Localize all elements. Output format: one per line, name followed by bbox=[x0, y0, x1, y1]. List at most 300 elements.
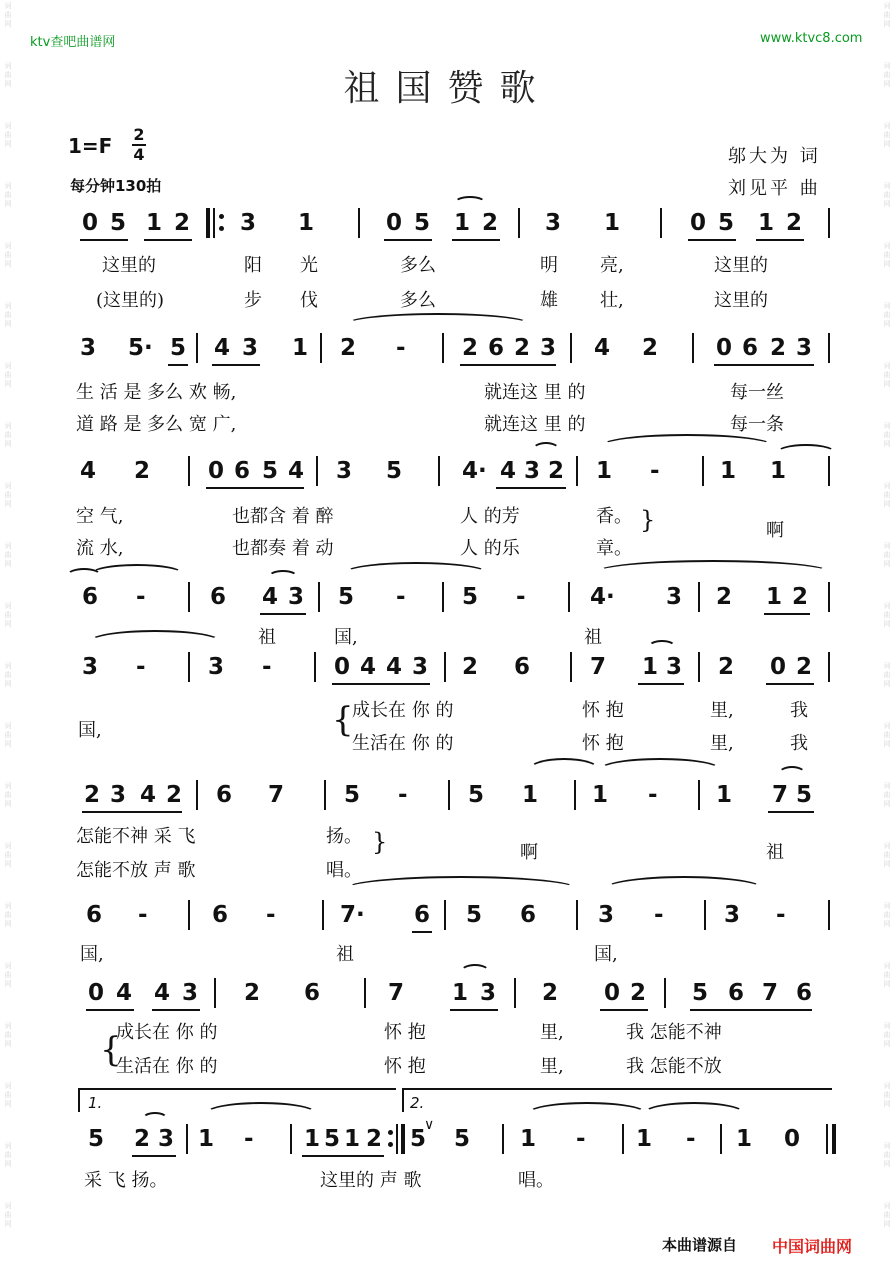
beam bbox=[144, 239, 192, 241]
barline bbox=[828, 900, 830, 930]
side-watermark: 词曲网 bbox=[4, 122, 12, 148]
barline bbox=[444, 900, 446, 930]
side-watermark: 词曲网 bbox=[883, 782, 891, 808]
note: 1 bbox=[146, 210, 163, 236]
note: 1 bbox=[344, 1126, 361, 1152]
note: 6 bbox=[234, 458, 251, 484]
note: 7 bbox=[772, 782, 789, 808]
note: 1 bbox=[454, 210, 471, 236]
slur bbox=[778, 766, 806, 782]
barline bbox=[396, 1124, 398, 1154]
note: 3 bbox=[666, 584, 683, 610]
beam bbox=[714, 364, 814, 366]
score-row-5 bbox=[0, 652, 895, 706]
composer-credit: 刘见平 曲 bbox=[728, 178, 821, 199]
note: 4 bbox=[262, 584, 279, 610]
side-watermark: 词曲网 bbox=[4, 722, 12, 748]
note: 1 bbox=[770, 458, 787, 484]
note: 0 bbox=[386, 210, 403, 236]
note: 3 bbox=[336, 458, 353, 484]
note: 5 bbox=[324, 1126, 341, 1152]
note: 6 bbox=[86, 902, 103, 928]
note: 2 bbox=[548, 458, 565, 484]
lyric-ah: 啊 bbox=[520, 842, 538, 863]
side-watermark: 词曲网 bbox=[4, 902, 12, 928]
beam bbox=[600, 1009, 648, 1011]
side-watermark: 词曲网 bbox=[883, 1082, 891, 1108]
lyric: 祖 bbox=[336, 944, 354, 965]
note: 2 bbox=[514, 335, 531, 361]
note: 5 bbox=[410, 1126, 427, 1152]
slur bbox=[528, 758, 600, 782]
note: 4· bbox=[462, 458, 487, 484]
note: 2 bbox=[244, 980, 261, 1006]
note: 3 bbox=[724, 902, 741, 928]
side-watermark: 词曲网 bbox=[4, 542, 12, 568]
tempo-marking: 每分钟130拍 bbox=[70, 177, 162, 195]
lyric-ah: 啊 bbox=[766, 520, 784, 541]
lyric: 人 的乐 bbox=[460, 538, 520, 559]
score-row-4 bbox=[0, 582, 895, 636]
note: 2 bbox=[792, 584, 809, 610]
note: 5 bbox=[466, 902, 483, 928]
lyric: 采 飞 扬。 bbox=[84, 1170, 168, 1191]
barline bbox=[576, 900, 578, 930]
slur bbox=[454, 196, 486, 210]
side-watermark: 词曲网 bbox=[883, 602, 891, 628]
side-watermark: 词曲网 bbox=[4, 962, 12, 988]
beam bbox=[688, 239, 736, 241]
side-watermark: 词曲网 bbox=[883, 902, 891, 928]
note: 3 bbox=[412, 654, 429, 680]
note: 0 bbox=[784, 1126, 801, 1152]
slur bbox=[776, 444, 836, 462]
note: 1 bbox=[642, 654, 659, 680]
lyric: 每一条 bbox=[730, 414, 784, 435]
barline bbox=[314, 652, 316, 682]
note: 5 bbox=[110, 210, 127, 236]
side-watermark: 词曲网 bbox=[883, 722, 891, 748]
note: 6 bbox=[82, 584, 99, 610]
beam bbox=[766, 683, 814, 685]
lyric: (这里的) bbox=[96, 290, 165, 311]
footer-site-link[interactable]: 中国词曲网 bbox=[772, 1237, 853, 1256]
beam bbox=[756, 239, 804, 241]
score-row-2 bbox=[0, 333, 895, 387]
side-watermark: 词曲网 bbox=[4, 842, 12, 868]
lyric: 香。 bbox=[596, 506, 632, 527]
side-watermark: 词曲网 bbox=[4, 62, 12, 88]
barline bbox=[448, 780, 450, 810]
note: 5 bbox=[414, 210, 431, 236]
lyric: 怎能不放 声 歌 bbox=[76, 860, 196, 881]
side-watermark: 词曲网 bbox=[883, 542, 891, 568]
lyric: 空 气, bbox=[76, 506, 124, 527]
note: 5 bbox=[88, 1126, 105, 1152]
note: 2 bbox=[340, 335, 357, 361]
note: 6 bbox=[742, 335, 759, 361]
right-brace: } bbox=[372, 828, 388, 856]
note: 4 bbox=[500, 458, 517, 484]
barline bbox=[188, 456, 190, 486]
lyric: 我 怎能不神 bbox=[626, 1022, 722, 1043]
note: 2 bbox=[542, 980, 559, 1006]
note: 2 bbox=[786, 210, 803, 236]
barline bbox=[290, 1124, 292, 1154]
beam bbox=[764, 613, 810, 615]
beam bbox=[132, 1155, 176, 1157]
lyric: 祖 bbox=[766, 842, 784, 863]
side-watermark: 词曲网 bbox=[883, 422, 891, 448]
side-watermark: 词曲网 bbox=[4, 1022, 12, 1048]
beam bbox=[206, 487, 304, 489]
note: 3 bbox=[666, 654, 683, 680]
time-denominator: 4 bbox=[133, 145, 145, 164]
note: 5 bbox=[262, 458, 279, 484]
barline bbox=[576, 456, 578, 486]
barline bbox=[518, 208, 520, 238]
note: 6 bbox=[304, 980, 321, 1006]
note: 2 bbox=[166, 782, 183, 808]
side-watermark: 词曲网 bbox=[883, 482, 891, 508]
note: 1 bbox=[520, 1126, 537, 1152]
note: 2 bbox=[462, 335, 479, 361]
note: 4 bbox=[594, 335, 611, 361]
barline bbox=[322, 900, 324, 930]
slur bbox=[604, 876, 764, 902]
barline bbox=[442, 582, 444, 612]
note: 0 bbox=[334, 654, 351, 680]
note: 3 bbox=[524, 458, 541, 484]
barline bbox=[214, 978, 216, 1008]
lyric: 也都含 着 醉 bbox=[232, 506, 334, 527]
lyricist-credit: 邬大为 词 bbox=[728, 146, 821, 167]
barline bbox=[444, 652, 446, 682]
lyric: 生活在 你 的 bbox=[116, 1056, 218, 1077]
note: 5· bbox=[128, 335, 153, 361]
note: 2 bbox=[462, 654, 479, 680]
note: 2 bbox=[718, 654, 735, 680]
barline bbox=[324, 780, 326, 810]
note: 4 bbox=[140, 782, 157, 808]
beam bbox=[460, 364, 556, 366]
slur bbox=[532, 442, 560, 458]
barline bbox=[364, 978, 366, 1008]
lyric: 这里的 声 歌 bbox=[320, 1170, 422, 1191]
slur bbox=[344, 562, 488, 584]
barline bbox=[316, 456, 318, 486]
note: 5 bbox=[468, 782, 485, 808]
side-watermark: 词曲网 bbox=[883, 242, 891, 268]
lyric: 怀 抱 bbox=[582, 700, 624, 721]
lyric: 每一丝 bbox=[730, 382, 784, 403]
side-watermark: 词曲网 bbox=[4, 1082, 12, 1108]
lyric: 道 路 是 多么 宽 广, bbox=[76, 414, 237, 435]
note: 6 bbox=[216, 782, 233, 808]
side-watermark: 词曲网 bbox=[4, 782, 12, 808]
final-barline bbox=[832, 1124, 836, 1154]
barline bbox=[692, 333, 694, 363]
slur bbox=[600, 434, 774, 458]
note: 2 bbox=[482, 210, 499, 236]
note: 1 bbox=[766, 584, 783, 610]
note: 5 bbox=[718, 210, 735, 236]
right-brace: } bbox=[640, 506, 656, 534]
side-watermark: 词曲网 bbox=[4, 2, 12, 28]
barline bbox=[568, 582, 570, 612]
right-watermark-strip bbox=[879, 0, 895, 1281]
note: 1 bbox=[298, 210, 315, 236]
note: 2 bbox=[716, 584, 733, 610]
note: 2 bbox=[134, 458, 151, 484]
note: 6 bbox=[414, 902, 431, 928]
note: 2 bbox=[174, 210, 191, 236]
lyric: 就连这 里 的 bbox=[484, 382, 586, 403]
note: 2 bbox=[366, 1126, 383, 1152]
note: 3 bbox=[240, 210, 257, 236]
note: 3 bbox=[208, 654, 225, 680]
beam bbox=[690, 1009, 812, 1011]
barline bbox=[828, 652, 830, 682]
note: 3 bbox=[110, 782, 127, 808]
note: 3 bbox=[796, 335, 813, 361]
beam bbox=[496, 487, 566, 489]
note: 6 bbox=[520, 902, 537, 928]
note: 7 bbox=[388, 980, 405, 1006]
slur bbox=[648, 640, 676, 654]
barline bbox=[514, 978, 516, 1008]
left-watermark-strip bbox=[0, 0, 16, 1281]
note: 4· bbox=[590, 584, 615, 610]
barline bbox=[720, 1124, 722, 1154]
left-brace: { bbox=[332, 700, 354, 740]
beam bbox=[212, 364, 260, 366]
note: - bbox=[136, 584, 146, 610]
beam bbox=[768, 811, 814, 813]
note: 1 bbox=[636, 1126, 653, 1152]
score-row-7 bbox=[0, 900, 895, 954]
note: - bbox=[396, 584, 406, 610]
slur bbox=[268, 570, 298, 584]
note: 7 bbox=[590, 654, 607, 680]
lyric: 祖 bbox=[584, 627, 602, 648]
side-watermark: 词曲网 bbox=[4, 242, 12, 268]
key-signature: 1=F bbox=[68, 134, 113, 158]
note: - bbox=[262, 654, 272, 680]
repeat-barline bbox=[401, 1124, 405, 1154]
note: 4 bbox=[386, 654, 403, 680]
lyric: 成长在 你 的 bbox=[352, 700, 454, 721]
lyric: 国, bbox=[80, 944, 104, 965]
note: 5 bbox=[344, 782, 361, 808]
side-watermark: 词曲网 bbox=[4, 422, 12, 448]
side-watermark: 词曲网 bbox=[883, 962, 891, 988]
note: - bbox=[650, 458, 660, 484]
barline bbox=[622, 1124, 624, 1154]
lyric: 这里的 bbox=[714, 255, 768, 276]
barline bbox=[664, 978, 666, 1008]
note: 5 bbox=[386, 458, 403, 484]
note: - bbox=[138, 902, 148, 928]
note: 6 bbox=[212, 902, 229, 928]
lyric: 生活在 你 的 bbox=[352, 733, 454, 754]
lyric: 怀 抱 bbox=[384, 1022, 426, 1043]
side-watermark: 词曲网 bbox=[4, 362, 12, 388]
lyric: 里, bbox=[540, 1022, 564, 1043]
beam bbox=[384, 239, 432, 241]
lyric: 明 bbox=[540, 255, 558, 276]
side-watermark: 词曲网 bbox=[4, 302, 12, 328]
note: - bbox=[576, 1126, 586, 1152]
lyric: 祖 bbox=[258, 627, 276, 648]
beam bbox=[412, 931, 432, 933]
lyric: 章。 bbox=[596, 538, 632, 559]
barline bbox=[318, 582, 320, 612]
beam bbox=[302, 1155, 384, 1157]
slur bbox=[598, 758, 722, 782]
repeat-barline bbox=[206, 208, 210, 238]
note: 0 bbox=[604, 980, 621, 1006]
slur bbox=[204, 1102, 318, 1126]
note: 4 bbox=[154, 980, 171, 1006]
note: 0 bbox=[208, 458, 225, 484]
lyric: 这里的 bbox=[102, 255, 156, 276]
beam bbox=[638, 683, 684, 685]
breath-mark: ∨ bbox=[424, 1117, 435, 1133]
barline bbox=[828, 582, 830, 612]
note: 5 bbox=[338, 584, 355, 610]
lyric: 里, bbox=[710, 700, 734, 721]
note: 0 bbox=[82, 210, 99, 236]
note: 3 bbox=[288, 584, 305, 610]
note: 1 bbox=[592, 782, 609, 808]
lyric: 伐 bbox=[300, 290, 318, 311]
note: 6 bbox=[728, 980, 745, 1006]
lyric: 里, bbox=[710, 733, 734, 754]
slur bbox=[526, 1102, 648, 1126]
note: - bbox=[398, 782, 408, 808]
barline bbox=[320, 333, 322, 363]
note: 2 bbox=[134, 1126, 151, 1152]
score-row-3 bbox=[0, 456, 895, 510]
time-numerator: 2 bbox=[133, 125, 145, 144]
note: 1 bbox=[716, 782, 733, 808]
barline bbox=[828, 333, 830, 363]
beam bbox=[450, 1009, 498, 1011]
note: 2 bbox=[770, 335, 787, 361]
side-watermark: 词曲网 bbox=[883, 2, 891, 28]
side-watermark: 词曲网 bbox=[883, 62, 891, 88]
beam bbox=[86, 1009, 134, 1011]
lyric: 怀 抱 bbox=[582, 733, 624, 754]
barline bbox=[188, 582, 190, 612]
note: 1 bbox=[720, 458, 737, 484]
lyric: 壮, bbox=[600, 290, 624, 311]
barline bbox=[702, 456, 704, 486]
side-watermark: 词曲网 bbox=[883, 302, 891, 328]
note: 7 bbox=[268, 782, 285, 808]
note: 5 bbox=[796, 782, 813, 808]
note: 2 bbox=[796, 654, 813, 680]
lyric: 怎能不神 采 飞 bbox=[76, 826, 196, 847]
first-ending-number: 1. bbox=[88, 1094, 103, 1112]
note: - bbox=[654, 902, 664, 928]
slur bbox=[142, 1112, 168, 1126]
note: 2 bbox=[84, 782, 101, 808]
note: 5 bbox=[170, 335, 187, 361]
note: 4 bbox=[360, 654, 377, 680]
slur bbox=[344, 876, 578, 902]
barline bbox=[828, 456, 830, 486]
barline bbox=[213, 208, 215, 238]
note: - bbox=[776, 902, 786, 928]
note: 6 bbox=[210, 584, 227, 610]
note: 6 bbox=[488, 335, 505, 361]
note: 3 bbox=[242, 335, 259, 361]
side-watermark: 词曲网 bbox=[883, 1022, 891, 1048]
note: 1 bbox=[522, 782, 539, 808]
beam bbox=[168, 364, 188, 366]
note: 5 bbox=[454, 1126, 471, 1152]
second-ending-number: 2. bbox=[410, 1094, 425, 1112]
barline bbox=[442, 333, 444, 363]
note: 0 bbox=[770, 654, 787, 680]
lyric: 光 bbox=[300, 255, 318, 276]
note: 1 bbox=[596, 458, 613, 484]
lyric: 里, bbox=[540, 1056, 564, 1077]
lyric: 雄 bbox=[540, 290, 558, 311]
beam bbox=[80, 239, 128, 241]
side-watermark: 词曲网 bbox=[883, 362, 891, 388]
lyric: 步 bbox=[244, 290, 262, 311]
beam bbox=[332, 683, 430, 685]
note: 1 bbox=[736, 1126, 753, 1152]
beam bbox=[82, 811, 182, 813]
barline bbox=[698, 780, 700, 810]
slur bbox=[596, 560, 830, 584]
barline bbox=[660, 208, 662, 238]
barline bbox=[196, 333, 198, 363]
barline bbox=[358, 208, 360, 238]
lyric: 就连这 里 的 bbox=[484, 414, 586, 435]
barline bbox=[188, 652, 190, 682]
note: 3 bbox=[182, 980, 199, 1006]
side-watermark: 词曲网 bbox=[4, 1202, 12, 1228]
footer-source-label: 本曲谱源自 bbox=[662, 1236, 738, 1254]
note: 4 bbox=[214, 335, 231, 361]
note: 0 bbox=[88, 980, 105, 1006]
lyric: 我 bbox=[790, 700, 808, 721]
note: - bbox=[516, 584, 526, 610]
lyric: 这里的 bbox=[714, 290, 768, 311]
note: 7· bbox=[340, 902, 365, 928]
note: - bbox=[686, 1126, 696, 1152]
beam bbox=[152, 1009, 200, 1011]
note: 4 bbox=[288, 458, 305, 484]
slur bbox=[90, 564, 184, 584]
beam bbox=[452, 239, 500, 241]
note: - bbox=[396, 335, 406, 361]
note: 3 bbox=[80, 335, 97, 361]
side-watermark: 词曲网 bbox=[883, 182, 891, 208]
lyric: 我 怎能不放 bbox=[626, 1056, 722, 1077]
note: 1 bbox=[198, 1126, 215, 1152]
barline bbox=[186, 1124, 188, 1154]
site-url-right[interactable]: www.ktvc8.com bbox=[760, 31, 863, 46]
barline bbox=[574, 780, 576, 810]
note: 4 bbox=[80, 458, 97, 484]
site-name-left[interactable]: ktv查吧曲谱网 bbox=[30, 35, 116, 50]
